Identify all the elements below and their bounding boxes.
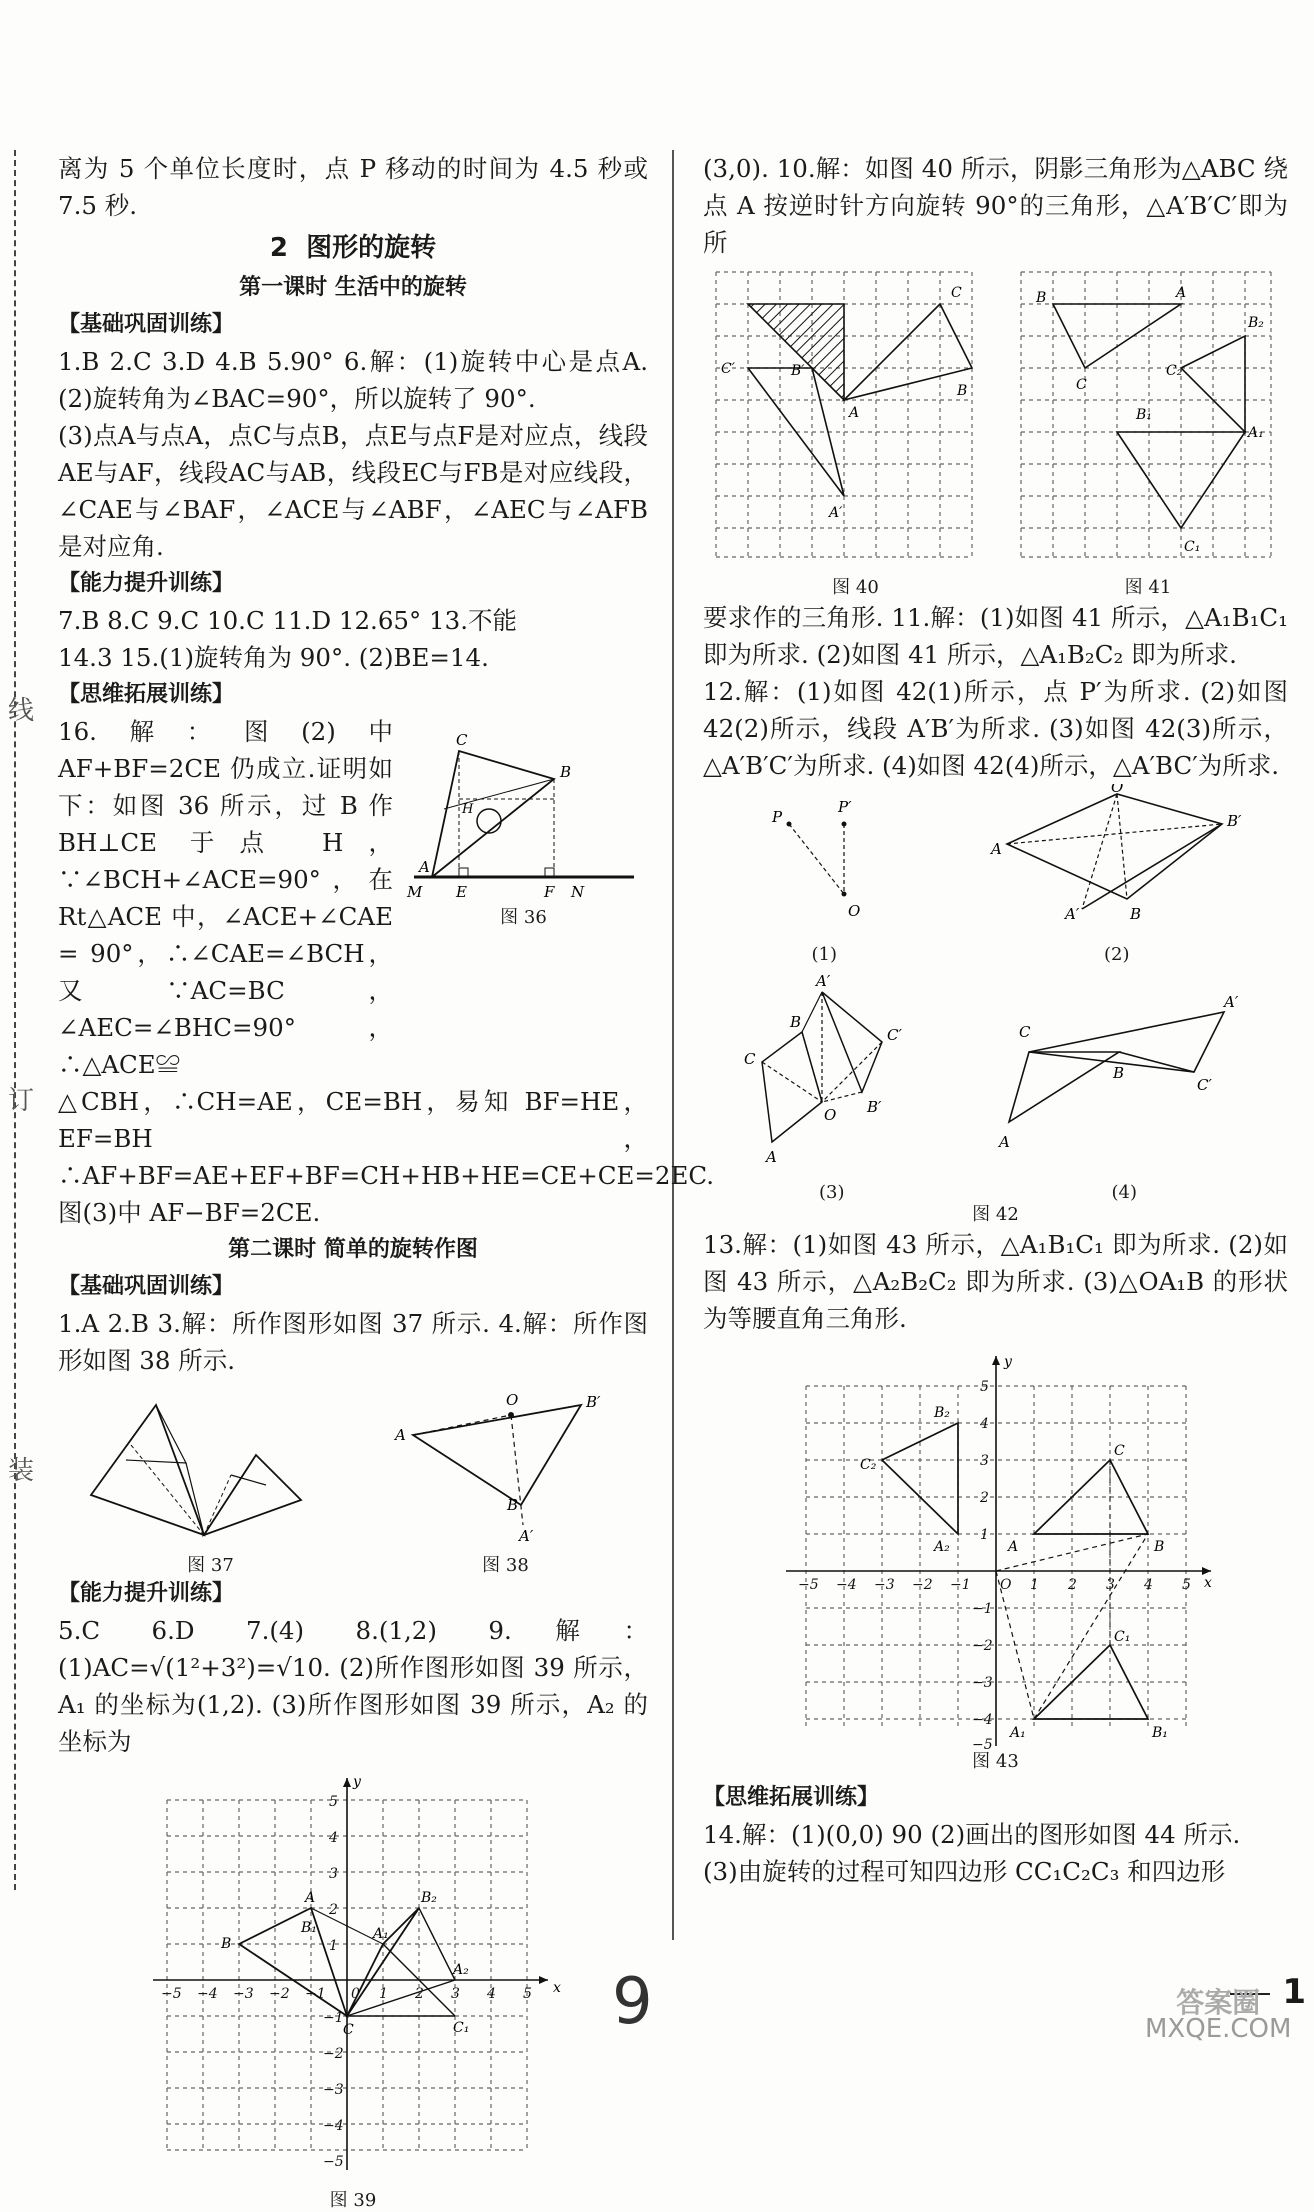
lesson-title: 第一课时 生活中的旋转 bbox=[239, 275, 467, 300]
svg-text:A′: A′ bbox=[518, 1527, 533, 1545]
page-number: 1 bbox=[1230, 1972, 1306, 2012]
svg-text:1: 1 bbox=[1029, 1577, 1039, 1593]
svg-text:−2: −2 bbox=[971, 1638, 993, 1654]
svg-text:C′: C′ bbox=[720, 361, 735, 377]
svg-text:A: A bbox=[394, 1426, 406, 1444]
figure-37 bbox=[86, 1385, 336, 1577]
svg-text:C: C bbox=[743, 1050, 756, 1068]
svg-text:A′: A′ bbox=[828, 505, 842, 521]
figure-caption: (1) bbox=[811, 944, 837, 965]
paragraph: 5.C 6.D 7.(4) 8.(1,2) 9.解：(1)AC=√(1²+3²)=√10. (2)所作图形如图 39 所示，A₁ 的坐标为(1,2). (3)所作图形如图 39 所示，A₂ 的坐标为 bbox=[58, 1616, 648, 1756]
svg-text:−3: −3 bbox=[323, 2082, 344, 2098]
svg-text:A₁: A₁ bbox=[1009, 1725, 1026, 1741]
part-heading: 【能力提升训练】 bbox=[58, 1581, 235, 1606]
figure-43-drawing bbox=[776, 1351, 1216, 1751]
part-heading: 【思维拓展训练】 bbox=[58, 682, 235, 707]
watermark bbox=[1145, 1986, 1292, 2044]
figure-caption: (3) bbox=[819, 1182, 845, 1203]
svg-text:x: x bbox=[553, 1980, 561, 1996]
paragraph: 离为 5 个单位长度时，点 P 移动的时间为 4.5 秒或7.5 秒. bbox=[58, 154, 648, 220]
svg-text:3: 3 bbox=[451, 1986, 460, 2002]
svg-text:A: A bbox=[418, 858, 430, 876]
svg-text:3: 3 bbox=[329, 1866, 338, 1882]
figure-43 bbox=[703, 1351, 1288, 1773]
paragraph: (3)点A与点A，点C与点B，点E与点F是对应点，线段AE与AF，线段AC与AB，线段EC与FB是对应线段，∠CAE与∠BAF，∠ACE与∠ABF，∠AEC与∠AFB是对应角. bbox=[58, 421, 648, 561]
figure-42-1-drawing bbox=[744, 784, 904, 934]
svg-text:B₁: B₁ bbox=[301, 1920, 317, 1936]
svg-text:A₁: A₁ bbox=[373, 1926, 389, 1942]
paragraph: 14.3 15.(1)旋转角为 90°. (2)BE=14. bbox=[58, 643, 489, 672]
svg-text:−5: −5 bbox=[323, 2154, 344, 2170]
svg-text:B₂: B₂ bbox=[1247, 315, 1264, 331]
paragraph: 14.解：(1)(0,0) 90 (2)画出的图形如图 44 所示. bbox=[703, 1820, 1241, 1849]
figure-caption: 图 41 bbox=[1124, 577, 1172, 598]
figure-36 bbox=[399, 713, 648, 1083]
figure-caption: 图 42 bbox=[972, 1204, 1019, 1225]
svg-text:A: A bbox=[765, 1148, 777, 1166]
svg-text:B: B bbox=[956, 383, 967, 399]
svg-text:−3: −3 bbox=[971, 1675, 993, 1691]
svg-text:O: O bbox=[505, 1391, 518, 1409]
svg-text:B: B bbox=[1035, 290, 1046, 306]
left-column bbox=[58, 150, 715, 2212]
svg-text:1: 1 bbox=[979, 1527, 989, 1543]
paragraph: 7.B 8.C 9.C 10.C 11.D 12.65° 13.不能 bbox=[58, 606, 518, 635]
svg-text:A₁: A₁ bbox=[1247, 425, 1264, 441]
svg-text:C: C bbox=[950, 285, 962, 301]
figure-caption: 图 43 bbox=[972, 1751, 1019, 1772]
figure-42-row-2 bbox=[703, 972, 1288, 1204]
svg-text:C₂: C₂ bbox=[859, 1457, 876, 1473]
figure-39 bbox=[58, 1770, 648, 2212]
svg-text:−2: −2 bbox=[269, 1986, 290, 2002]
figure-38 bbox=[391, 1385, 621, 1577]
svg-text:y: y bbox=[353, 1774, 361, 1790]
lesson-title: 第二课时 简单的旋转作图 bbox=[228, 1237, 478, 1262]
svg-text:A′: A′ bbox=[815, 972, 830, 990]
svg-text:B′: B′ bbox=[866, 1098, 882, 1116]
svg-text:C: C bbox=[1113, 1443, 1125, 1459]
figure-42-4 bbox=[989, 972, 1259, 1204]
svg-text:B₁: B₁ bbox=[1135, 407, 1152, 423]
svg-text:2: 2 bbox=[979, 1490, 989, 1506]
figure-caption: (4) bbox=[1111, 1182, 1137, 1203]
svg-text:B′: B′ bbox=[585, 1393, 600, 1411]
paragraph: 13.解：(1)如图 43 所示，△A₁B₁C₁ 即为所求. (2)如图 43 所示，△A₂B₂C₂ 即为所求. (3)△OA₁B 的形状为等腰直角三角形. bbox=[703, 1230, 1288, 1333]
svg-text:2: 2 bbox=[329, 1902, 338, 1918]
figure-42-4-drawing bbox=[989, 972, 1259, 1172]
figure-42-3 bbox=[732, 972, 932, 1204]
svg-text:−5: −5 bbox=[971, 1737, 993, 1751]
svg-text:A′: A′ bbox=[1064, 905, 1079, 923]
svg-text:0: 0 bbox=[351, 1986, 360, 2002]
q16-block bbox=[58, 713, 648, 1083]
svg-text:−5: −5 bbox=[161, 1986, 182, 2002]
paragraph: 12.解：(1)如图 42(1)所示，点 P′为所求. (2)如图 42(2)所示，线段 A′B′为所求. (3)如图 42(3)所示，△A′B′C′为所求. (4)如图 42(4)所示，△A′BC′为所求. bbox=[703, 677, 1288, 780]
svg-text:P: P bbox=[772, 808, 783, 826]
svg-text:−4: −4 bbox=[323, 2118, 344, 2134]
svg-text:O: O bbox=[999, 1577, 1011, 1593]
paragraph: (3)由旋转的过程可知四边形 CC₁C₂C₃ 和四边形 bbox=[703, 1857, 1226, 1886]
svg-text:B′: B′ bbox=[1226, 812, 1242, 830]
paragraph: 1.A 2.B 3.解：所作图形如图 37 所示. 4.解：所作图形如图 38 所示. bbox=[58, 1309, 648, 1375]
svg-text:2: 2 bbox=[1067, 1577, 1077, 1593]
watermark-title: 答案圈 bbox=[1176, 1986, 1261, 2019]
svg-text:5: 5 bbox=[1181, 1577, 1191, 1593]
binding-char: 装 bbox=[8, 1456, 35, 1486]
svg-text:C₂: C₂ bbox=[1165, 363, 1182, 379]
paragraph: 16.解：图(2)中 AF+BF=2CE 仍成立.证明如下：如图 36 所示，过 B 作 BH⊥CE 于点 H，∵∠BCH+∠ACE=90°，在 Rt△ACE 中，∠ACE+∠CAE = 90°，∴∠CAE=∠BCH，又∵AC=BC，∠AEC=∠BHC=90°，∴△ACE≌ bbox=[58, 717, 393, 1079]
figure-37-drawing bbox=[86, 1385, 336, 1545]
section-number: 2 bbox=[269, 233, 288, 263]
figure-38-drawing bbox=[391, 1385, 621, 1545]
svg-text:H: H bbox=[461, 802, 473, 817]
binding-line bbox=[14, 150, 24, 1890]
figure-42-1 bbox=[744, 784, 904, 966]
svg-text:C′: C′ bbox=[886, 1026, 902, 1044]
svg-text:B: B bbox=[1153, 1539, 1164, 1555]
svg-text:O: O bbox=[848, 902, 861, 920]
svg-text:−3: −3 bbox=[873, 1577, 895, 1593]
svg-text:B₂: B₂ bbox=[933, 1405, 950, 1421]
svg-text:A: A bbox=[305, 1890, 316, 1906]
svg-text:1: 1 bbox=[329, 1938, 338, 1954]
svg-text:5: 5 bbox=[979, 1379, 989, 1395]
svg-text:−4: −4 bbox=[197, 1986, 218, 2002]
svg-text:C₁: C₁ bbox=[1183, 539, 1200, 555]
figure-caption: 图 37 bbox=[187, 1555, 234, 1576]
svg-text:A: A bbox=[990, 840, 1002, 858]
svg-text:y: y bbox=[1003, 1354, 1012, 1370]
svg-text:4: 4 bbox=[1143, 1577, 1153, 1593]
figure-caption: 图 40 bbox=[832, 577, 879, 598]
svg-text:B: B bbox=[559, 763, 571, 781]
svg-text:5: 5 bbox=[523, 1986, 532, 2002]
svg-text:2: 2 bbox=[415, 1986, 424, 2002]
svg-text:−3: −3 bbox=[233, 1986, 254, 2002]
svg-text:A: A bbox=[1007, 1539, 1018, 1555]
svg-text:A′: A′ bbox=[1224, 993, 1239, 1011]
handwritten-number: 9 bbox=[612, 1965, 653, 2039]
binding-char: 订 bbox=[8, 1086, 35, 1116]
part-heading: 【基础巩固训练】 bbox=[58, 1274, 235, 1299]
svg-text:4: 4 bbox=[329, 1830, 338, 1846]
svg-text:E: E bbox=[455, 883, 467, 901]
paragraph: △CBH，∴CH=AE，CE=BH，易知 BF=HE，EF=BH，∴AF+BF=AE+EF+BF=CH+HB+HE=CE+CE=2EC.图(3)中 AF−BF=2CE. bbox=[58, 1087, 715, 1227]
figure-caption: 图 36 bbox=[500, 907, 547, 928]
svg-text:−1: −1 bbox=[949, 1577, 971, 1593]
svg-text:−1: −1 bbox=[323, 2010, 344, 2026]
right-column bbox=[703, 150, 1288, 1890]
paragraph: 要求作的三角形. 11.解：(1)如图 41 所示，△A₁B₁C₁ 即为所求. (2)如图 41 所示，△A₁B₂C₂ 即为所求. bbox=[703, 603, 1288, 669]
svg-text:−2: −2 bbox=[911, 1577, 933, 1593]
figures-37-38 bbox=[58, 1385, 648, 1575]
binding-char: 线 bbox=[8, 696, 35, 726]
svg-text:C: C bbox=[343, 2022, 354, 2038]
svg-text:C: C bbox=[1075, 377, 1087, 393]
svg-text:A: A bbox=[848, 405, 859, 421]
figure-caption: 图 39 bbox=[329, 2190, 377, 2211]
figure-39-drawing bbox=[143, 1770, 563, 2190]
svg-text:4: 4 bbox=[979, 1416, 989, 1432]
svg-text:4: 4 bbox=[487, 1986, 496, 2002]
part-heading: 【能力提升训练】 bbox=[58, 571, 235, 596]
figure-caption: (2) bbox=[1104, 944, 1130, 965]
figure-42 bbox=[703, 784, 1288, 1226]
section-title: 图形的旋转 bbox=[306, 233, 437, 263]
watermark-url: MXQE.COM bbox=[1145, 2014, 1292, 2044]
figure-42-row-1 bbox=[703, 784, 1288, 966]
svg-text:A: A bbox=[999, 1133, 1011, 1151]
figure-40 bbox=[711, 267, 1001, 599]
figures-40-41 bbox=[703, 267, 1288, 599]
svg-text:−2: −2 bbox=[323, 2046, 344, 2062]
svg-text:N: N bbox=[570, 883, 584, 901]
svg-text:−4: −4 bbox=[971, 1712, 993, 1728]
svg-text:A₂: A₂ bbox=[453, 1962, 469, 1978]
part-heading: 【基础巩固训练】 bbox=[58, 312, 235, 337]
svg-text:B: B bbox=[221, 1936, 232, 1952]
svg-text:5: 5 bbox=[329, 1794, 338, 1810]
svg-text:3: 3 bbox=[979, 1453, 989, 1469]
svg-text:B′: B′ bbox=[790, 363, 804, 379]
figure-42-2-drawing bbox=[987, 784, 1247, 934]
svg-text:B₂: B₂ bbox=[421, 1890, 437, 1906]
svg-text:C₁: C₁ bbox=[453, 2020, 470, 2036]
figure-40-drawing bbox=[711, 267, 1001, 567]
svg-text:M: M bbox=[406, 883, 422, 901]
svg-text:−1: −1 bbox=[971, 1601, 993, 1617]
svg-text:C: C bbox=[1019, 1023, 1031, 1041]
figure-42-2 bbox=[987, 784, 1247, 966]
svg-text:F: F bbox=[543, 883, 554, 901]
svg-text:C′: C′ bbox=[1197, 1076, 1213, 1094]
paragraph: 1.B 2.C 3.D 4.B 5.90° 6.解：(1)旋转中心是点A. (2)旋转角为∠BAC=90°，所以旋转了 90°. bbox=[58, 347, 648, 413]
svg-text:x: x bbox=[1203, 1575, 1212, 1591]
svg-text:B: B bbox=[1129, 905, 1141, 923]
svg-text:P′: P′ bbox=[838, 798, 852, 816]
paragraph: (3,0). 10.解：如图 40 所示，阴影三角形为△ABC 绕点 A 按逆时针方向旋转 90°的三角形，△A′B′C′即为所 bbox=[703, 154, 1288, 257]
column-divider bbox=[672, 150, 674, 1940]
svg-text:A₂: A₂ bbox=[933, 1539, 950, 1555]
svg-text:1: 1 bbox=[379, 1986, 388, 2002]
figure-42-3-drawing bbox=[732, 972, 932, 1172]
figure-41-drawing bbox=[1016, 267, 1281, 567]
svg-text:O: O bbox=[1110, 784, 1124, 796]
svg-text:−4: −4 bbox=[835, 1577, 857, 1593]
svg-text:C₁: C₁ bbox=[1113, 1629, 1130, 1645]
svg-text:O: O bbox=[823, 1106, 837, 1124]
svg-text:3: 3 bbox=[1105, 1577, 1115, 1593]
part-heading: 【思维拓展训练】 bbox=[703, 1785, 880, 1810]
svg-text:C: C bbox=[455, 731, 467, 749]
figure-36-drawing bbox=[404, 717, 644, 907]
svg-text:−1: −1 bbox=[305, 1986, 326, 2002]
svg-text:B: B bbox=[789, 1013, 801, 1031]
section-heading bbox=[58, 230, 648, 267]
svg-text:B₁: B₁ bbox=[1151, 1725, 1168, 1741]
svg-text:A: A bbox=[1175, 285, 1186, 301]
figure-41 bbox=[1016, 267, 1281, 599]
figure-caption: 图 38 bbox=[482, 1555, 529, 1576]
svg-text:B: B bbox=[506, 1496, 518, 1514]
svg-text:−5: −5 bbox=[797, 1577, 819, 1593]
svg-text:B: B bbox=[1113, 1064, 1125, 1082]
